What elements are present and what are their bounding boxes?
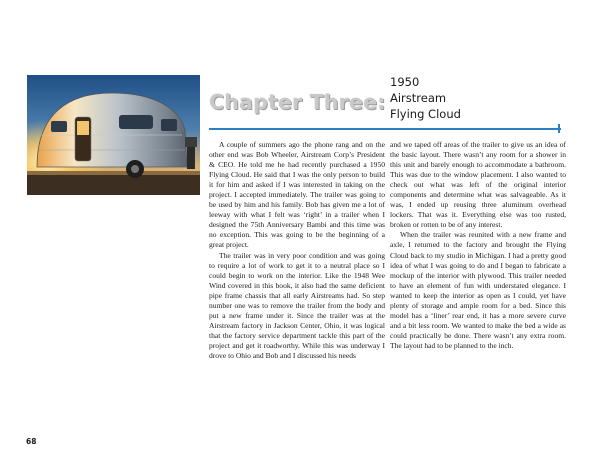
subtitle-line-brand: Airstream <box>390 91 447 105</box>
chapter-title: Chapter Three: <box>209 90 386 114</box>
paragraph: When the trailer was reunited with a new frame and axle, I returned to the factory and brought the Flying Cloud back to my studio in Michigan. I had a pretty good idea of what I was going to do and I began to fabricate a mockup of the interior with plywood. This trailer needed to have an element of fun with understated elegance. I wanted to keep the interior as open as I could, yet have plenty of storage and ample room for a bed. Since this model has a ‘liner’ rear end, it has a more severe curve and a bit less room. We wanted to make the bed a wide as could practically be done. There wasn’t any extra room. The layout had to be planned to the inch. <box>390 230 566 350</box>
airstream-photo <box>27 75 200 195</box>
airstream-trailer-image <box>27 75 200 195</box>
body-column-left <box>209 140 385 361</box>
paragraph: and we taped off areas of the trailer to give us an idea of the basic layout. There wasn’t any room for a shower in this unit and barely enough to accommodate a bathroom. This was due to the window placement. I also wanted to check out what was left of the original interior components and determine what was salvageable. As it was, I ended up reusing three aluminum overhead lockers. That was it. Everything else was too rusted, broken or rotten to be of any interest. <box>390 140 566 230</box>
subtitle-line-model: Flying Cloud <box>390 107 461 121</box>
body-column-right <box>390 140 566 351</box>
title-divider <box>209 128 561 130</box>
paragraph: A couple of summers ago the phone rang and on the other end was Bob Wheeler, Airstream Corp’s President & CEO. He told me he had recently purchased a 1950 Flying Cloud. He said that I was the only person to build it for him and asked if I was interested in taking on the project. I accepted immediately. The trailer was going to be used by him and his family. Bob has given me a lot of leeway with what I felt was ‘right’ in a trailer when I designed the 75th Anniversary Bambi and this time was no exception. This was going to be the beginning of a great project. <box>209 140 385 250</box>
page-number: 68 <box>26 437 37 446</box>
paragraph: The trailer was in very poor condition and was going to require a lot of work to get it to a neutral place so I could begin to work on the interior. Like the 1948 Wee Wind covered in this book, it also had the same deficient pipe frame chassis that all early Airstreams had. So step number one was to remove the trailer from the body and put a new frame under it. Since the trailer was at the Airstream factory in Jackson Center, Ohio, it was logical that the factory service department tackle this part of the project and get it roadworthy. While this was underway I drove to Ohio and Bob and I discussed his needs <box>209 250 385 360</box>
title-divider-end-tick <box>558 124 560 133</box>
subtitle-line-year: 1950 <box>390 75 420 89</box>
chapter-subtitle <box>390 74 461 122</box>
